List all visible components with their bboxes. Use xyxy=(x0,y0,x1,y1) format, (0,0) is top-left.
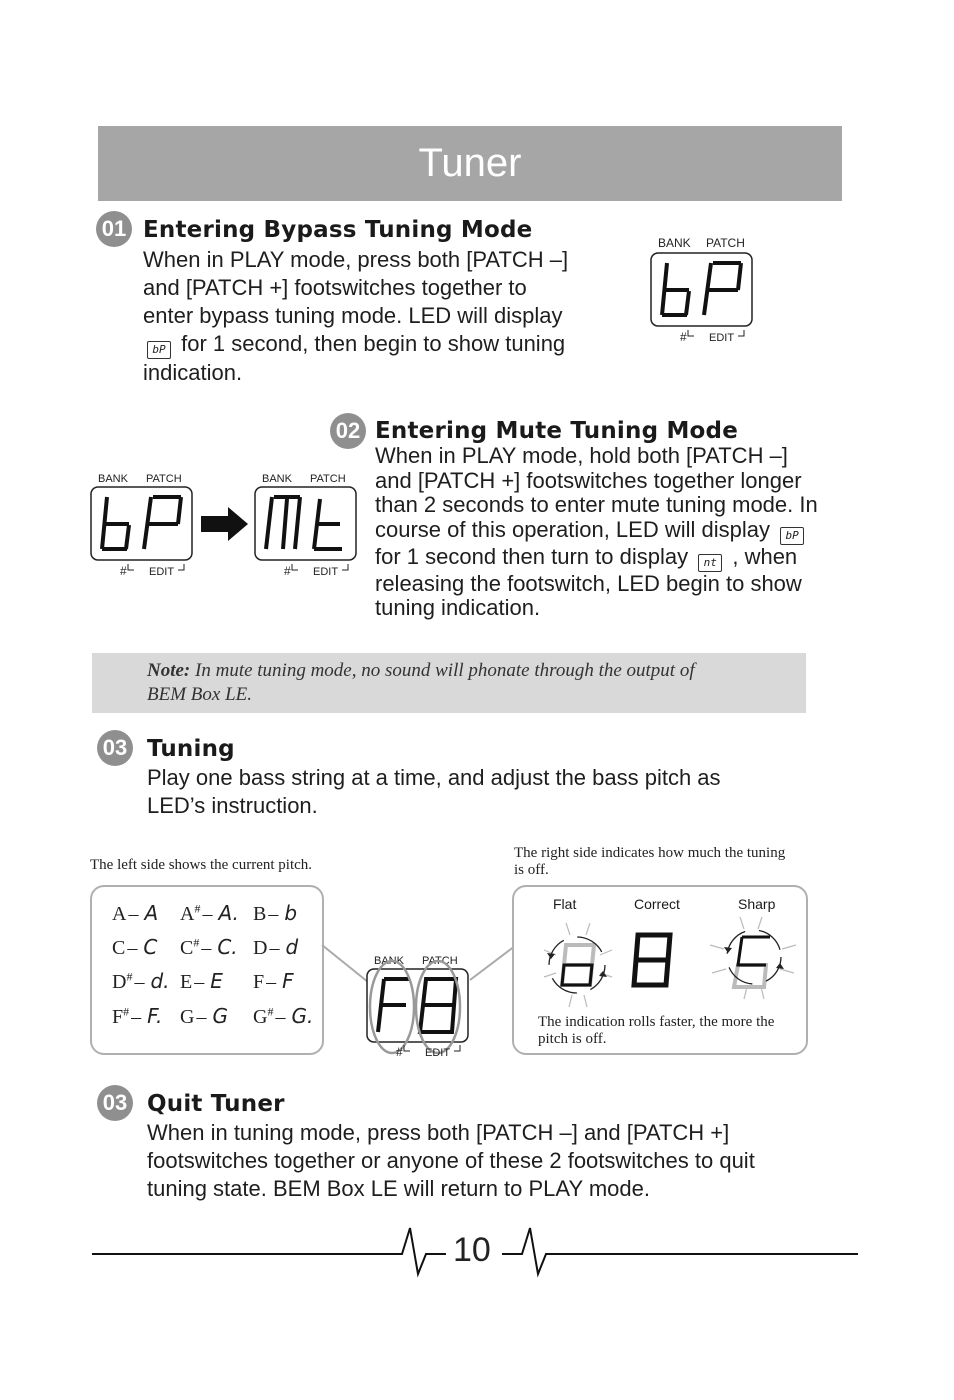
led-bank-label: BANK xyxy=(658,236,691,250)
pitch-led-glyph: b xyxy=(284,901,298,925)
sharp-rolling-icon xyxy=(710,917,796,999)
indicator-caption xyxy=(538,1014,798,1048)
text-line: LED’s instruction. xyxy=(147,793,318,818)
led-transition-diagram xyxy=(88,467,360,582)
arrow-right-icon xyxy=(201,507,248,541)
pitch-dash: – xyxy=(201,937,212,959)
tuning-indicator-graphic xyxy=(514,915,804,1015)
correct-digit-icon xyxy=(634,935,670,985)
pitch-entry xyxy=(112,1004,162,1029)
pitch-entry xyxy=(253,935,298,960)
note-body: BEM Box LE. xyxy=(147,684,253,705)
note-text xyxy=(147,659,787,707)
pitch-led-glyph: A xyxy=(144,901,159,925)
pitch-note: E xyxy=(180,971,193,993)
left-caption: The left side shows the current pitch. xyxy=(90,857,313,873)
note-label: Note: xyxy=(147,660,191,681)
note-body: In mute tuning mode, no sound will phonate through the output of xyxy=(195,660,695,681)
pitch-grid xyxy=(112,901,317,1041)
pitch-entry xyxy=(180,935,238,960)
flat-label: Flat xyxy=(553,896,577,912)
led-bracket xyxy=(292,564,298,570)
section-body xyxy=(143,246,623,387)
page-title-bar xyxy=(98,126,842,201)
caption-line: The right side indicates how much the tuning xyxy=(514,845,786,861)
inline-led-icon: bP xyxy=(780,527,804,545)
text-line: When in PLAY mode, hold both [PATCH –] xyxy=(375,443,788,468)
text-line: indication. xyxy=(143,360,243,385)
pitch-entry xyxy=(112,935,157,960)
text-fragment: course of this operation, LED will display xyxy=(375,516,770,542)
pitch-led-glyph: G. xyxy=(291,1004,314,1028)
text-line: enter bypass tuning mode. LED will display xyxy=(143,303,563,328)
text-line: and [PATCH +] footswitches together longer xyxy=(375,467,802,493)
section-title: Quit Tuner xyxy=(147,1091,285,1117)
text-line: releasing the footswitch, LED begin to show xyxy=(375,570,802,596)
pitch-led-glyph: F xyxy=(282,969,294,993)
section-number-badge: 03 xyxy=(97,730,133,766)
inline-led-icon: bP xyxy=(147,341,171,359)
section-title: Entering Mute Tuning Mode xyxy=(375,418,739,444)
text-line: When in tuning mode, press both [PATCH –] and [PATCH +] xyxy=(147,1120,730,1145)
right-caption xyxy=(514,845,814,879)
led-sharp-label: # xyxy=(680,330,687,344)
led-patch-label: PATCH xyxy=(146,473,182,485)
led-edit-label: EDIT xyxy=(709,332,735,344)
pitch-dash: – xyxy=(127,937,138,959)
pitch-entry xyxy=(180,969,223,994)
sharp-label: Sharp xyxy=(738,896,776,912)
pitch-sharp-sign: # xyxy=(123,1004,130,1019)
correct-label: Correct xyxy=(634,896,680,912)
page-number: 10 xyxy=(453,1231,491,1269)
pitch-dash: – xyxy=(266,971,277,993)
pitch-note: D xyxy=(253,937,268,959)
flat-rolling-icon xyxy=(544,923,612,1007)
section-number-badge: 01 xyxy=(96,211,132,247)
pitch-led-glyph: A. xyxy=(218,901,239,925)
text-line: than 2 seconds to enter mute tuning mode. In xyxy=(375,492,818,517)
text-line xyxy=(375,545,855,572)
section-number-badge: 02 xyxy=(330,413,366,449)
section-number-badge: 03 xyxy=(97,1085,133,1121)
section-title: Entering Bypass Tuning Mode xyxy=(143,217,533,243)
pitch-dash: – xyxy=(202,903,213,925)
led-bracket xyxy=(128,564,134,570)
pitch-entry xyxy=(112,901,158,926)
led-patch-label: PATCH xyxy=(310,473,346,485)
pitch-sharp-sign: # xyxy=(126,969,133,984)
section-title: Tuning xyxy=(147,736,235,762)
inline-led-icon: nt xyxy=(698,554,722,572)
pitch-note: F xyxy=(253,971,265,993)
section-body xyxy=(147,764,847,820)
led-bank-label: BANK xyxy=(98,473,128,485)
led-sharp-label: # xyxy=(284,564,291,578)
text-line xyxy=(375,518,855,545)
led-display-bp xyxy=(645,233,760,348)
pitch-note: G xyxy=(253,1006,268,1028)
text-line: tuning state. BEM Box LE will return to PLAY mode. xyxy=(147,1176,650,1201)
pitch-entry xyxy=(253,1004,313,1029)
pitch-led-glyph: G xyxy=(212,1004,228,1028)
pitch-entry xyxy=(180,901,239,926)
pitch-note: D xyxy=(112,971,127,993)
pitch-led-glyph: d. xyxy=(150,969,170,993)
led-bracket xyxy=(688,330,694,336)
pitch-dash: – xyxy=(131,1006,142,1028)
text-line: footswitches together or anyone of these 2 footswitches to quit xyxy=(147,1148,755,1173)
section-body xyxy=(147,1119,867,1203)
pitch-note: C xyxy=(180,937,194,959)
pitch-sharp-sign: # xyxy=(193,935,200,950)
text-fragment: , when xyxy=(732,543,798,569)
pitch-dash: – xyxy=(196,1006,207,1028)
pitch-dash: – xyxy=(269,937,280,959)
page-title: Tuner xyxy=(418,141,522,185)
caption-line: The indication rolls faster, the more the xyxy=(538,1014,775,1030)
led-edit-label: EDIT xyxy=(313,566,339,578)
led-display-f8 xyxy=(362,950,474,1062)
led-bracket xyxy=(178,564,184,570)
pitch-dash: – xyxy=(128,903,139,925)
pitch-led-glyph: C xyxy=(143,935,158,959)
pitch-entry xyxy=(253,901,297,926)
pitch-dash: – xyxy=(268,903,279,925)
led-bracket xyxy=(342,564,348,570)
pitch-entry xyxy=(180,1004,228,1029)
pitch-dash: – xyxy=(194,971,205,993)
text-line xyxy=(143,330,623,359)
pitch-dash: – xyxy=(134,971,145,993)
led-bracket xyxy=(454,1045,460,1051)
caption-line: is off. xyxy=(514,862,549,878)
led-bank-label: BANK xyxy=(262,473,292,485)
pitch-note: A xyxy=(112,903,127,925)
text-fragment: for 1 second, then begin to show tuning xyxy=(181,331,566,356)
pitch-dash: – xyxy=(275,1006,286,1028)
pitch-led-glyph: d xyxy=(285,935,299,959)
pitch-sharp-sign: # xyxy=(194,901,201,916)
pitch-led-glyph: C. xyxy=(217,935,238,959)
pitch-note: F xyxy=(112,1006,124,1028)
led-patch-label: PATCH xyxy=(422,955,458,967)
text-line: and [PATCH +] footswitches together to xyxy=(143,275,527,300)
pitch-sharp-sign: # xyxy=(267,1004,274,1019)
text-line: Play one bass string at a time, and adjust the bass pitch as xyxy=(147,765,721,790)
led-edit-label: EDIT xyxy=(149,566,175,578)
text-fragment: for 1 second then turn to display xyxy=(375,543,689,569)
section-body xyxy=(375,444,855,621)
pitch-entry xyxy=(112,969,170,994)
led-bracket xyxy=(738,330,744,336)
pitch-note: B xyxy=(253,903,267,925)
led-edit-label: EDIT xyxy=(425,1047,451,1059)
led-bank-label: BANK xyxy=(374,955,404,967)
pitch-led-glyph: F. xyxy=(147,1004,163,1028)
pitch-entry xyxy=(253,969,294,994)
pitch-note: C xyxy=(112,937,126,959)
led-sharp-label: # xyxy=(396,1045,403,1059)
pitch-note: G xyxy=(180,1006,195,1028)
led-sharp-label: # xyxy=(120,564,127,578)
text-line: When in PLAY mode, press both [PATCH –] xyxy=(143,247,569,272)
text-line: tuning indication. xyxy=(375,595,541,620)
caption-line: pitch is off. xyxy=(538,1031,607,1047)
led-patch-label: PATCH xyxy=(706,236,745,250)
pitch-led-glyph: E xyxy=(210,969,223,993)
pitch-note: A xyxy=(180,903,195,925)
